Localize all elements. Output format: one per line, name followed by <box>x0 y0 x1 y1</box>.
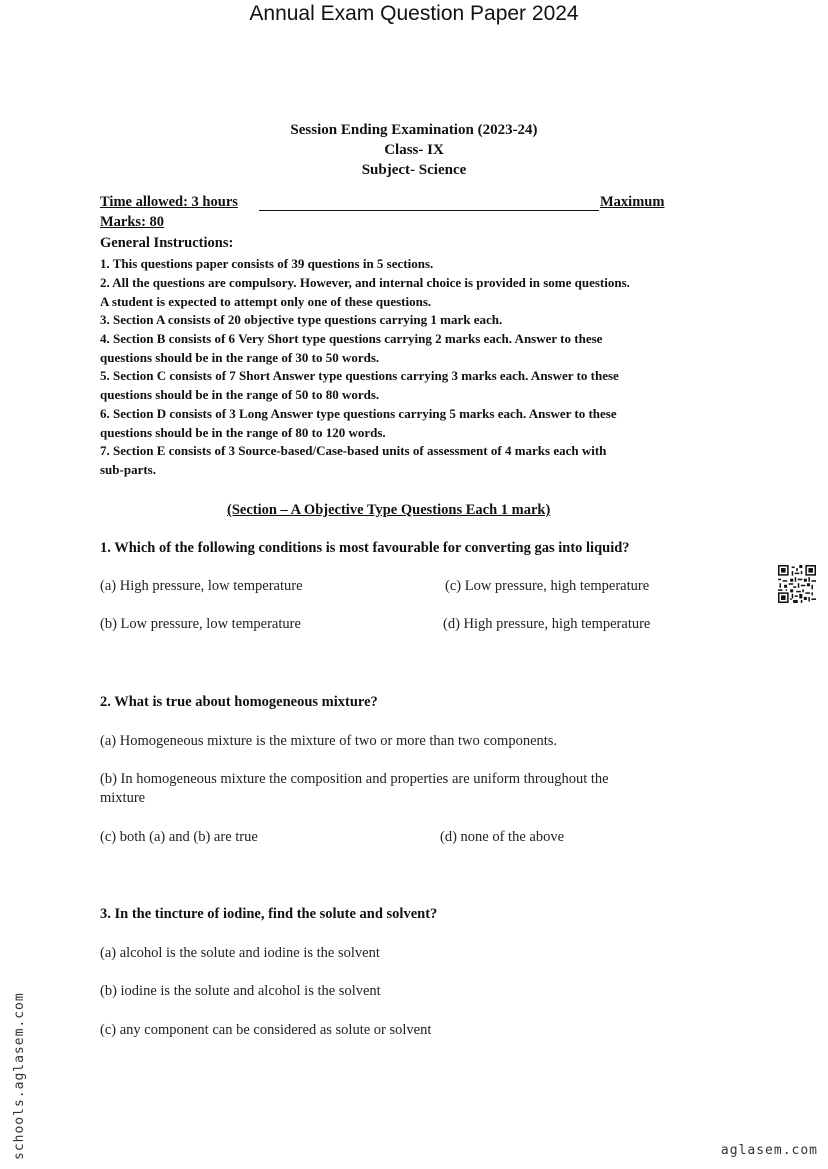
subject-title: Subject- Science <box>361 162 467 178</box>
instruction-line: questions should be in the range of 80 to 120 words. <box>100 425 386 440</box>
q1-option-d: (d) High pressure, high temperature <box>443 616 651 632</box>
q2-option-a: (a) Homogeneous mixture is the mixture of two or more than two components. <box>100 733 558 749</box>
question-2: 2. What is true about homogeneous mixture? <box>100 694 378 710</box>
exam-title: Session Ending Examination (2023-24) <box>290 122 538 138</box>
footer-watermark: aglasem.com <box>720 1143 818 1158</box>
qr-code-icon[interactable] <box>778 565 816 603</box>
instruction-line: 6. Section D consists of 3 Long Answer type questions carrying 5 marks each. Answer to these <box>100 406 617 421</box>
q3-option-a: (a) alcohol is the solute and iodine is the solvent <box>100 945 380 961</box>
q1-option-c: (c) Low pressure, high temperature <box>445 578 650 594</box>
q1-option-b: (b) Low pressure, low temperature <box>100 616 301 632</box>
instruction-line: 4. Section B consists of 6 Very Short type questions carrying 2 marks each. Answer to these <box>100 331 603 346</box>
header-rule <box>259 210 599 211</box>
marks-label: Marks: 80 <box>100 214 165 230</box>
q3-option-c: (c) any component can be considered as solute or solvent <box>100 1022 432 1038</box>
class-title: Class- IX <box>384 142 444 158</box>
q3-option-b: (b) iodine is the solute and alcohol is the solvent <box>100 983 381 999</box>
q2-option-b-cont: mixture <box>100 790 146 806</box>
q2-option-d: (d) none of the above <box>440 829 565 845</box>
instruction-line: 5. Section C consists of 7 Short Answer type questions carrying 3 marks each. Answer to these <box>100 368 619 383</box>
section-a-title: (Section – A Objective Type Questions Each 1 mark) <box>227 502 551 518</box>
page-banner: Annual Exam Question Paper 2024 <box>249 2 579 25</box>
question-3: 3. In the tincture of iodine, find the solute and solvent? <box>100 906 438 922</box>
instruction-line: 2. All the questions are compulsory. However, and internal choice is provided in some questions. <box>100 275 630 290</box>
instruction-line: questions should be in the range of 30 to 50 words. <box>100 350 380 365</box>
instruction-line: 1. This questions paper consists of 39 questions in 5 sections. <box>100 256 434 271</box>
question-1: 1. Which of the following conditions is most favourable for converting gas into liquid? <box>100 540 630 556</box>
q2-option-c: (c) both (a) and (b) are true <box>100 829 258 845</box>
instruction-line: 7. Section E consists of 3 Source-based/Case-based units of assessment of 4 marks each with <box>100 443 607 458</box>
instruction-line: A student is expected to attempt only one of these questions. <box>100 294 432 309</box>
time-allowed: Time allowed: 3 hours <box>100 194 238 210</box>
instruction-line: sub-parts. <box>100 462 156 477</box>
instruction-line: questions should be in the range of 50 to 80 words. <box>100 387 380 402</box>
q1-option-a: (a) High pressure, low temperature <box>100 578 303 594</box>
instruction-line: 3. Section A consists of 20 objective type questions carrying 1 mark each. <box>100 312 503 327</box>
maximum-label: Maximum <box>600 194 665 210</box>
instructions-title: General Instructions: <box>100 235 234 251</box>
side-watermark: schools.aglasem.com <box>12 992 27 1160</box>
q2-option-b: (b) In homogeneous mixture the composition and properties are uniform throughout the <box>100 771 609 787</box>
